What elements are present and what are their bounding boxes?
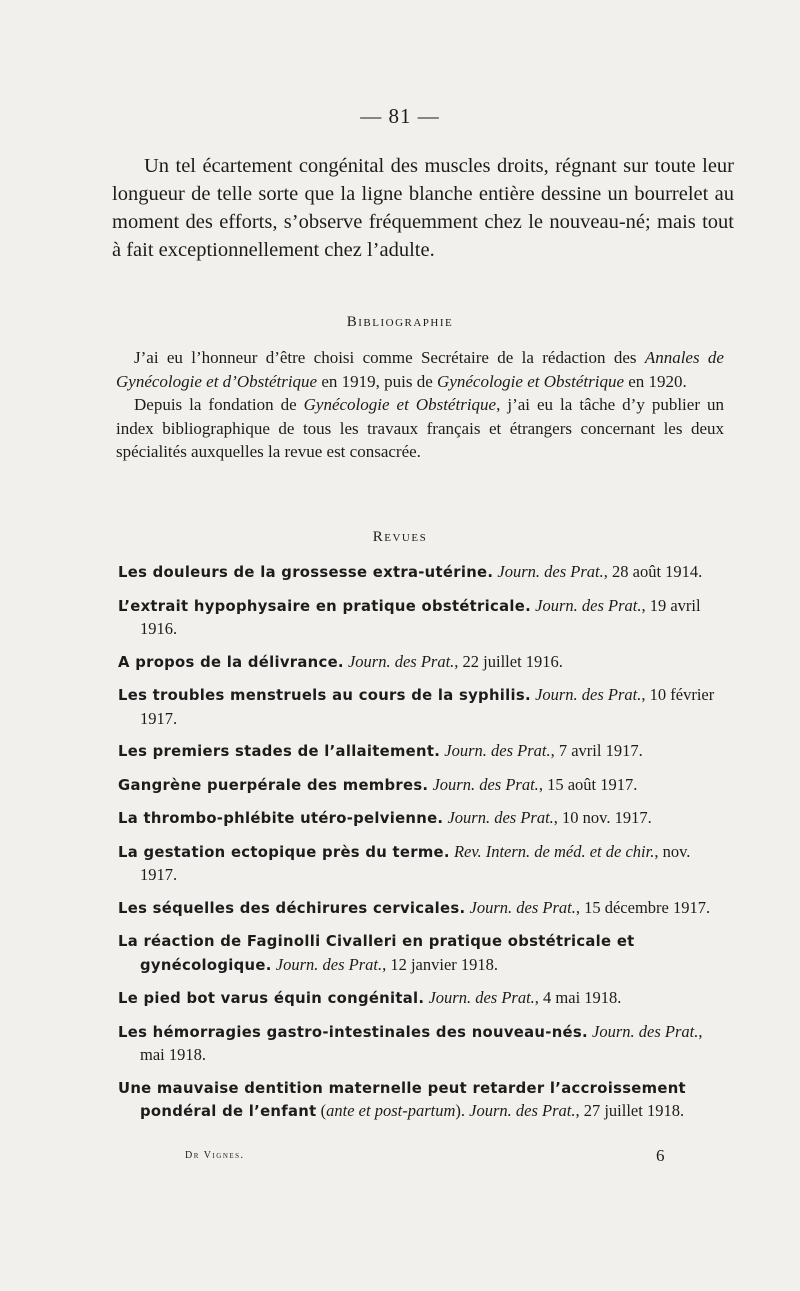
- text-run: ante et post-partum: [326, 1101, 456, 1120]
- entry-journal: Journ. des Prat.: [444, 741, 551, 760]
- entry-title: Le pied bot varus équin congénital.: [118, 990, 425, 1007]
- entry-title: La thrombo-phlébite utéro-pelvienne.: [118, 810, 444, 827]
- entry-title: Les douleurs de la grossesse extra-utérine.: [118, 564, 494, 581]
- author-signature: Dr Vignes.: [185, 1150, 245, 1161]
- list-item: [118, 1077, 730, 1124]
- entry-title: A propos de la délivrance.: [118, 653, 344, 671]
- text-run: en 1920.: [624, 371, 687, 391]
- entry-date: , nov. 1917.: [140, 841, 691, 884]
- text-run: en 1919, puis de: [317, 371, 438, 391]
- entry-date: , 10 nov. 1917.: [553, 808, 652, 827]
- entry-date: , 12 janvier 1918.: [382, 954, 499, 974]
- page-number: — 81 —: [360, 104, 440, 128]
- entry-title: La réaction de Faginolli Civalleri en pratique obstétricale et gynécologique.: [118, 933, 635, 974]
- entry-journal: Journ. des Prat.: [275, 954, 383, 974]
- entry-journal: Journ. des Prat.: [469, 1101, 576, 1120]
- entry-date: , 4 mai 1918.: [534, 988, 622, 1007]
- list-item: [118, 1021, 730, 1067]
- entry-date: , 19 avril 1916.: [140, 595, 701, 638]
- entry-date: , 7 avril 1917.: [550, 741, 643, 760]
- bibliographie-paragraph-2: [116, 393, 724, 464]
- list-item: [118, 807, 730, 831]
- entry-date: , 10 février 1917.: [140, 685, 715, 728]
- entry-title: L’extrait hypophysaire en pratique obstétricale.: [118, 597, 531, 615]
- entry-title: Les hémorragies gastro-intestinales des nouveau-nés.: [118, 1023, 588, 1041]
- entry-journal: Journ. des Prat.: [428, 988, 535, 1007]
- list-item: [118, 740, 730, 764]
- list-item: [118, 987, 730, 1011]
- entry-title: Les séquelles des déchirures cervicales.: [118, 899, 466, 917]
- entry-journal: Journ. des Prat.: [497, 562, 604, 581]
- journal-name: Annales de Gynécologie et d’Obstétrique: [116, 348, 724, 391]
- entry-journal: Rev. Intern. de méd. et de chir.: [453, 841, 655, 861]
- journal-name: Gynécologie et Obstétrique: [437, 371, 624, 391]
- list-item: [118, 684, 730, 730]
- entry-date: , 15 août 1917.: [538, 774, 638, 794]
- entry-journal: Journ. des Prat.: [592, 1021, 699, 1041]
- journal-name: Gynécologie et Obstétrique: [303, 395, 497, 414]
- text-run: J’ai eu l’honneur d’être choisi comme Secrétaire de la rédaction des: [134, 348, 645, 367]
- entry-title: Gangrène puerpérale des membres.: [118, 776, 429, 794]
- entry-date: , 22 juillet 1916.: [454, 651, 563, 671]
- entry-title: Les troubles menstruels au cours de la syphilis.: [118, 687, 531, 704]
- intro-paragraph: Un tel écartement congénital des muscles droits, régnant sur toute leur longueur de telle sorte que la ligne blanche entière dessine un bourrelet au moment des efforts, s’observe fréquemment chez le nouveau-né; mais tout à fait exceptionnellement chez l’adulte.: [112, 155, 734, 261]
- list-item: [118, 897, 730, 921]
- text-run: (: [316, 1101, 327, 1120]
- entry-title: Les premiers stades de l’allaitement.: [118, 743, 441, 760]
- entry-date: , 15 décembre 1917.: [575, 897, 711, 917]
- bibliographie-paragraph-1: [116, 346, 724, 393]
- entry-date: , mai 1918.: [140, 1021, 703, 1064]
- bibliographie-text: [116, 346, 724, 464]
- entry-date: , 28 août 1914.: [603, 562, 703, 581]
- entry-journal: Journ. des Prat.: [535, 595, 642, 615]
- list-item: [118, 841, 730, 887]
- bibliographie-heading: Bibliographie: [346, 314, 454, 330]
- revues-list: [118, 561, 730, 1134]
- entry-title: La gestation ectopique près du terme.: [118, 843, 450, 861]
- entry-title: Une mauvaise dentition maternelle peut retarder l’accroissement pondéral de l’enfant: [118, 1079, 686, 1120]
- revues-heading: Revues: [372, 529, 428, 545]
- text-run: ).: [455, 1101, 470, 1120]
- entry-journal: Journ. des Prat.: [347, 651, 455, 671]
- text-run: Depuis la fondation de: [134, 395, 304, 414]
- entry-journal: Journ. des Prat.: [432, 774, 539, 794]
- list-item: [118, 930, 730, 977]
- list-item: [118, 651, 730, 675]
- text-run: , j’ai eu la tâche d’y publier un index bibliographique de tous les travaux français et étrangers concernant les deux spécialités auxquelles la revue est consacrée.: [116, 395, 724, 461]
- list-item: [118, 595, 730, 641]
- sheet-number: 6: [656, 1146, 665, 1165]
- entry-journal: Journ. des Prat.: [535, 685, 642, 704]
- list-item: [118, 774, 730, 798]
- entry-journal: Journ. des Prat.: [447, 808, 554, 827]
- entry-date: , 27 juillet 1918.: [575, 1101, 685, 1120]
- entry-journal: Journ. des Prat.: [469, 897, 576, 917]
- list-item: [118, 561, 730, 585]
